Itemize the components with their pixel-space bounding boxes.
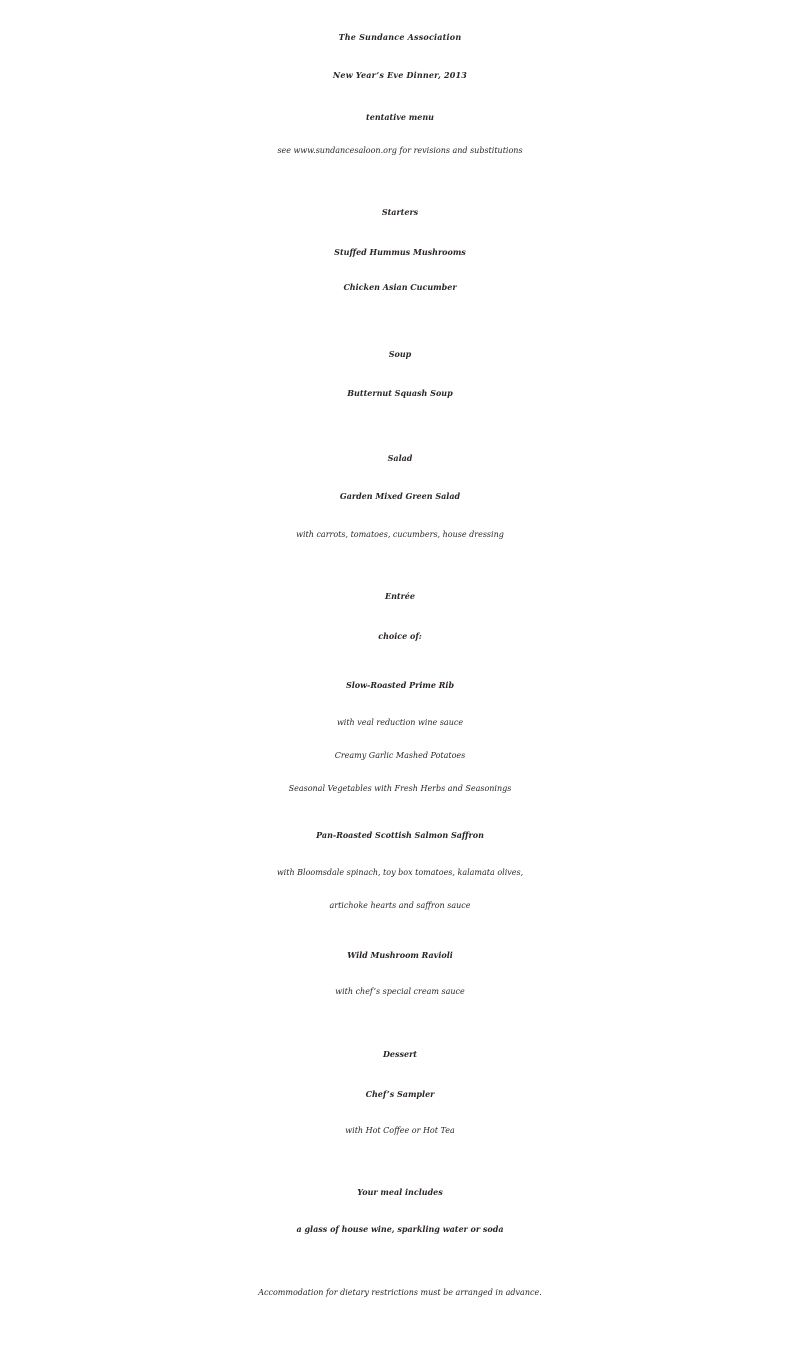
menu-subtitle: tentative menu bbox=[366, 112, 434, 122]
entree-option-name: Pan-Roasted Scottish Salmon Saffron bbox=[316, 830, 484, 840]
section-heading-starters: Starters bbox=[381, 207, 419, 217]
entree-option-detail: with veal reduction wine sauce bbox=[336, 718, 464, 727]
dessert-description: with Hot Coffee or Hot Tea bbox=[345, 1126, 455, 1135]
menu-title-line-1: The Sundance Association bbox=[338, 32, 462, 42]
meal-includes-line-2: a glass of house wine, sparkling water or soda bbox=[296, 1224, 504, 1234]
meal-includes-line-1: Your meal includes bbox=[357, 1187, 443, 1197]
starter-item: Stuffed Hummus Mushrooms bbox=[334, 247, 466, 257]
revisions-note: see www.sundancesaloon.org for revisions and substitutions bbox=[277, 146, 523, 155]
entree-option-detail: Creamy Garlic Mashed Potatoes bbox=[334, 751, 466, 760]
entree-option-detail: Seasonal Vegetables with Fresh Herbs and Seasonings bbox=[288, 784, 512, 793]
menu-title-line-2: New Year’s Eve Dinner, 2013 bbox=[332, 70, 468, 80]
entree-option-name: Slow-Roasted Prime Rib bbox=[345, 680, 455, 690]
section-heading-soup: Soup bbox=[388, 349, 412, 359]
section-heading-salad: Salad bbox=[387, 453, 413, 463]
entree-option-detail: with Bloomsdale spinach, toy box tomatoes, kalamata olives, bbox=[276, 868, 524, 877]
section-heading-entree: Entrée bbox=[384, 591, 415, 601]
dietary-footnote: Accommodation for dietary restrictions must be arranged in advance. bbox=[258, 1288, 542, 1297]
dessert-item: Chef’s Sampler bbox=[365, 1089, 435, 1099]
soup-item: Butternut Squash Soup bbox=[347, 388, 453, 398]
entree-option-detail: with chef’s special cream sauce bbox=[335, 987, 465, 996]
entree-subheading: choice of: bbox=[378, 631, 422, 641]
entree-option-detail: artichoke hearts and saffron sauce bbox=[329, 901, 471, 910]
salad-item: Garden Mixed Green Salad bbox=[339, 491, 461, 501]
starter-item: Chicken Asian Cucumber bbox=[343, 282, 457, 292]
entree-option-name: Wild Mushroom Ravioli bbox=[347, 950, 453, 960]
salad-description: with carrots, tomatoes, cucumbers, house dressing bbox=[296, 530, 504, 539]
section-heading-dessert: Dessert bbox=[382, 1049, 418, 1059]
